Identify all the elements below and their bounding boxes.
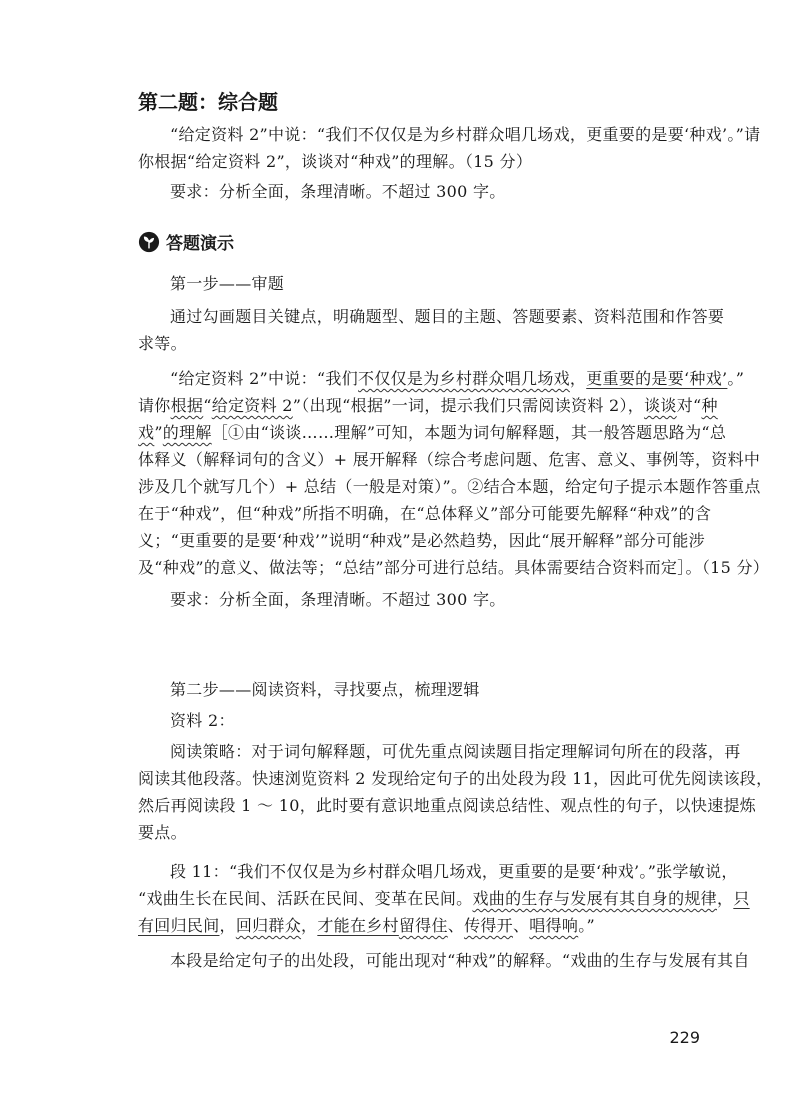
paragraph-11-line: 段 11：“我们不仅仅是为乡村群众唱几场戏，更重要的是要‘种戏’。”张学敏说，: [170, 862, 738, 881]
strategy-line: 然后再阅读段 1 ～ 10，此时要有意识地重点阅读总结性、观点性的句子，以快速提炼: [138, 796, 757, 815]
text-run: ”（出现“根据”一词，提示我们只需阅读资料 2），: [292, 396, 645, 415]
wavy-mark: 的理解: [162, 423, 212, 442]
material-label: 资料 2：: [170, 711, 235, 730]
analysis-line: 在于“种戏”，但“种戏”所指不明确，在“总体释义”部分可能要先解释“种戏”的含: [138, 504, 712, 523]
underline-mark: 才能在乡村: [317, 916, 399, 935]
text-run: 、: [512, 916, 530, 935]
answer-demo-label: 答题演示: [166, 234, 234, 254]
text-run: “: [203, 396, 212, 415]
analysis-line: [138, 365, 745, 392]
strategy-line: 要点。: [138, 823, 187, 842]
wavy-mark: 留得住: [398, 916, 448, 935]
wavy-mark: 给定资料 2: [211, 396, 293, 415]
step1-requirement: 要求：分析全面，条理清晰。不超过 300 字。: [170, 590, 506, 609]
text-run: ”: [154, 423, 163, 442]
wavy-mark: 根据: [170, 396, 204, 415]
underline-mark: 更重要的是要‘种戏’: [586, 369, 728, 388]
text-run: ，: [717, 889, 734, 908]
text-run: 。”: [727, 369, 745, 388]
page-number: 229: [669, 1028, 700, 1047]
strategy-line: 阅读其他段落。快速浏览资料 2 发现给定句子的出处段为段 11，因此可优先阅读该段，: [138, 769, 773, 788]
analysis-line: 及“种戏”的意义、做法等；“总结”部分可进行总结。具体需要结合资料而定］。（15 分）: [138, 558, 770, 577]
step2-heading: 第二步——阅读资料，寻找要点，梳理逻辑: [170, 680, 480, 699]
text-run: 。”: [578, 916, 595, 935]
question-requirement: 要求：分析全面，条理清晰。不超过 300 字。: [170, 182, 506, 201]
text-run: ，: [301, 916, 318, 935]
analysis-line: [138, 392, 718, 419]
stem-line: 你根据“给定资料 2”，谈谈对“种戏”的理解。（15 分）: [138, 152, 533, 171]
text-run: ，: [569, 369, 587, 388]
step1-intro-line: 求等。: [138, 334, 187, 353]
strategy-line: 阅读策略：对于词句解释题，可优先重点阅读题目指定理解词句所在的段落，再: [170, 742, 741, 761]
paragraph-11-line: [138, 885, 750, 912]
text-run: 对“: [676, 396, 702, 415]
step1-heading: 第一步——审题: [170, 274, 285, 293]
question-stem: [138, 121, 761, 205]
wavy-mark: 唱得响: [529, 916, 579, 935]
wavy-mark: 谈谈: [644, 396, 677, 415]
analysis-line: 涉及几个就写几个）+ 总结（一般是对策）”。②结合本题，给定句子提示本题作答重点: [138, 477, 761, 496]
analysis-line: 本段是给定句子的出处段，可能出现对“种戏”的解释。“戏曲的生存与发展有其自: [170, 951, 750, 970]
analysis-line: 义；“更重要的是要‘种戏’”说明“种戏”是必然趋势，因此“展开解释”部分可能涉: [138, 531, 705, 550]
text-run: “戏曲生长在民间、活跃在民间、变革在民间。: [138, 889, 473, 908]
leaf-icon: [138, 231, 160, 253]
underline-mark: 只: [733, 889, 750, 908]
underline-mark: 有回归民间: [138, 916, 220, 935]
analysis-line: 体释义（解释词句的含义）+ 展开解释（综合考虑问题、危害、意义、事例等，资料中: [138, 450, 761, 469]
wavy-mark: 种: [701, 396, 718, 415]
question-title: 第二题：综合题: [138, 90, 278, 114]
wavy-mark: 传得开: [464, 916, 513, 935]
stem-line: “给定资料 2”中说：“我们不仅仅是为乡村群众唱几场戏，更重要的是要‘种戏’。”请: [170, 125, 761, 144]
text-run: 请你: [138, 396, 171, 415]
analysis-line: [138, 419, 727, 446]
text-run: ［①由“谈谈……理解”可知，本题为词句解释题，其一般答题思路为“总: [211, 423, 727, 442]
wavy-mark: 回归群众: [235, 916, 302, 935]
wavy-mark: 戏曲的生存与发展有其自身的规律: [472, 889, 717, 908]
wavy-mark: 戏: [138, 423, 155, 442]
text-run: “给定资料 2”中说：“我们: [170, 369, 359, 388]
text-run: 、: [447, 916, 465, 935]
step2-section: [138, 676, 773, 974]
paragraph-11-line: [138, 912, 698, 939]
step1-intro-line: 通过勾画题目关键点，明确题型、题目的主题、答题要素、资料范围和作答要: [170, 307, 725, 326]
step1-section: [138, 270, 770, 613]
wavy-mark: 不仅仅是为乡村群众唱几场戏: [358, 369, 570, 388]
text-run: ，: [219, 916, 236, 935]
answer-demo-heading: [138, 229, 234, 254]
